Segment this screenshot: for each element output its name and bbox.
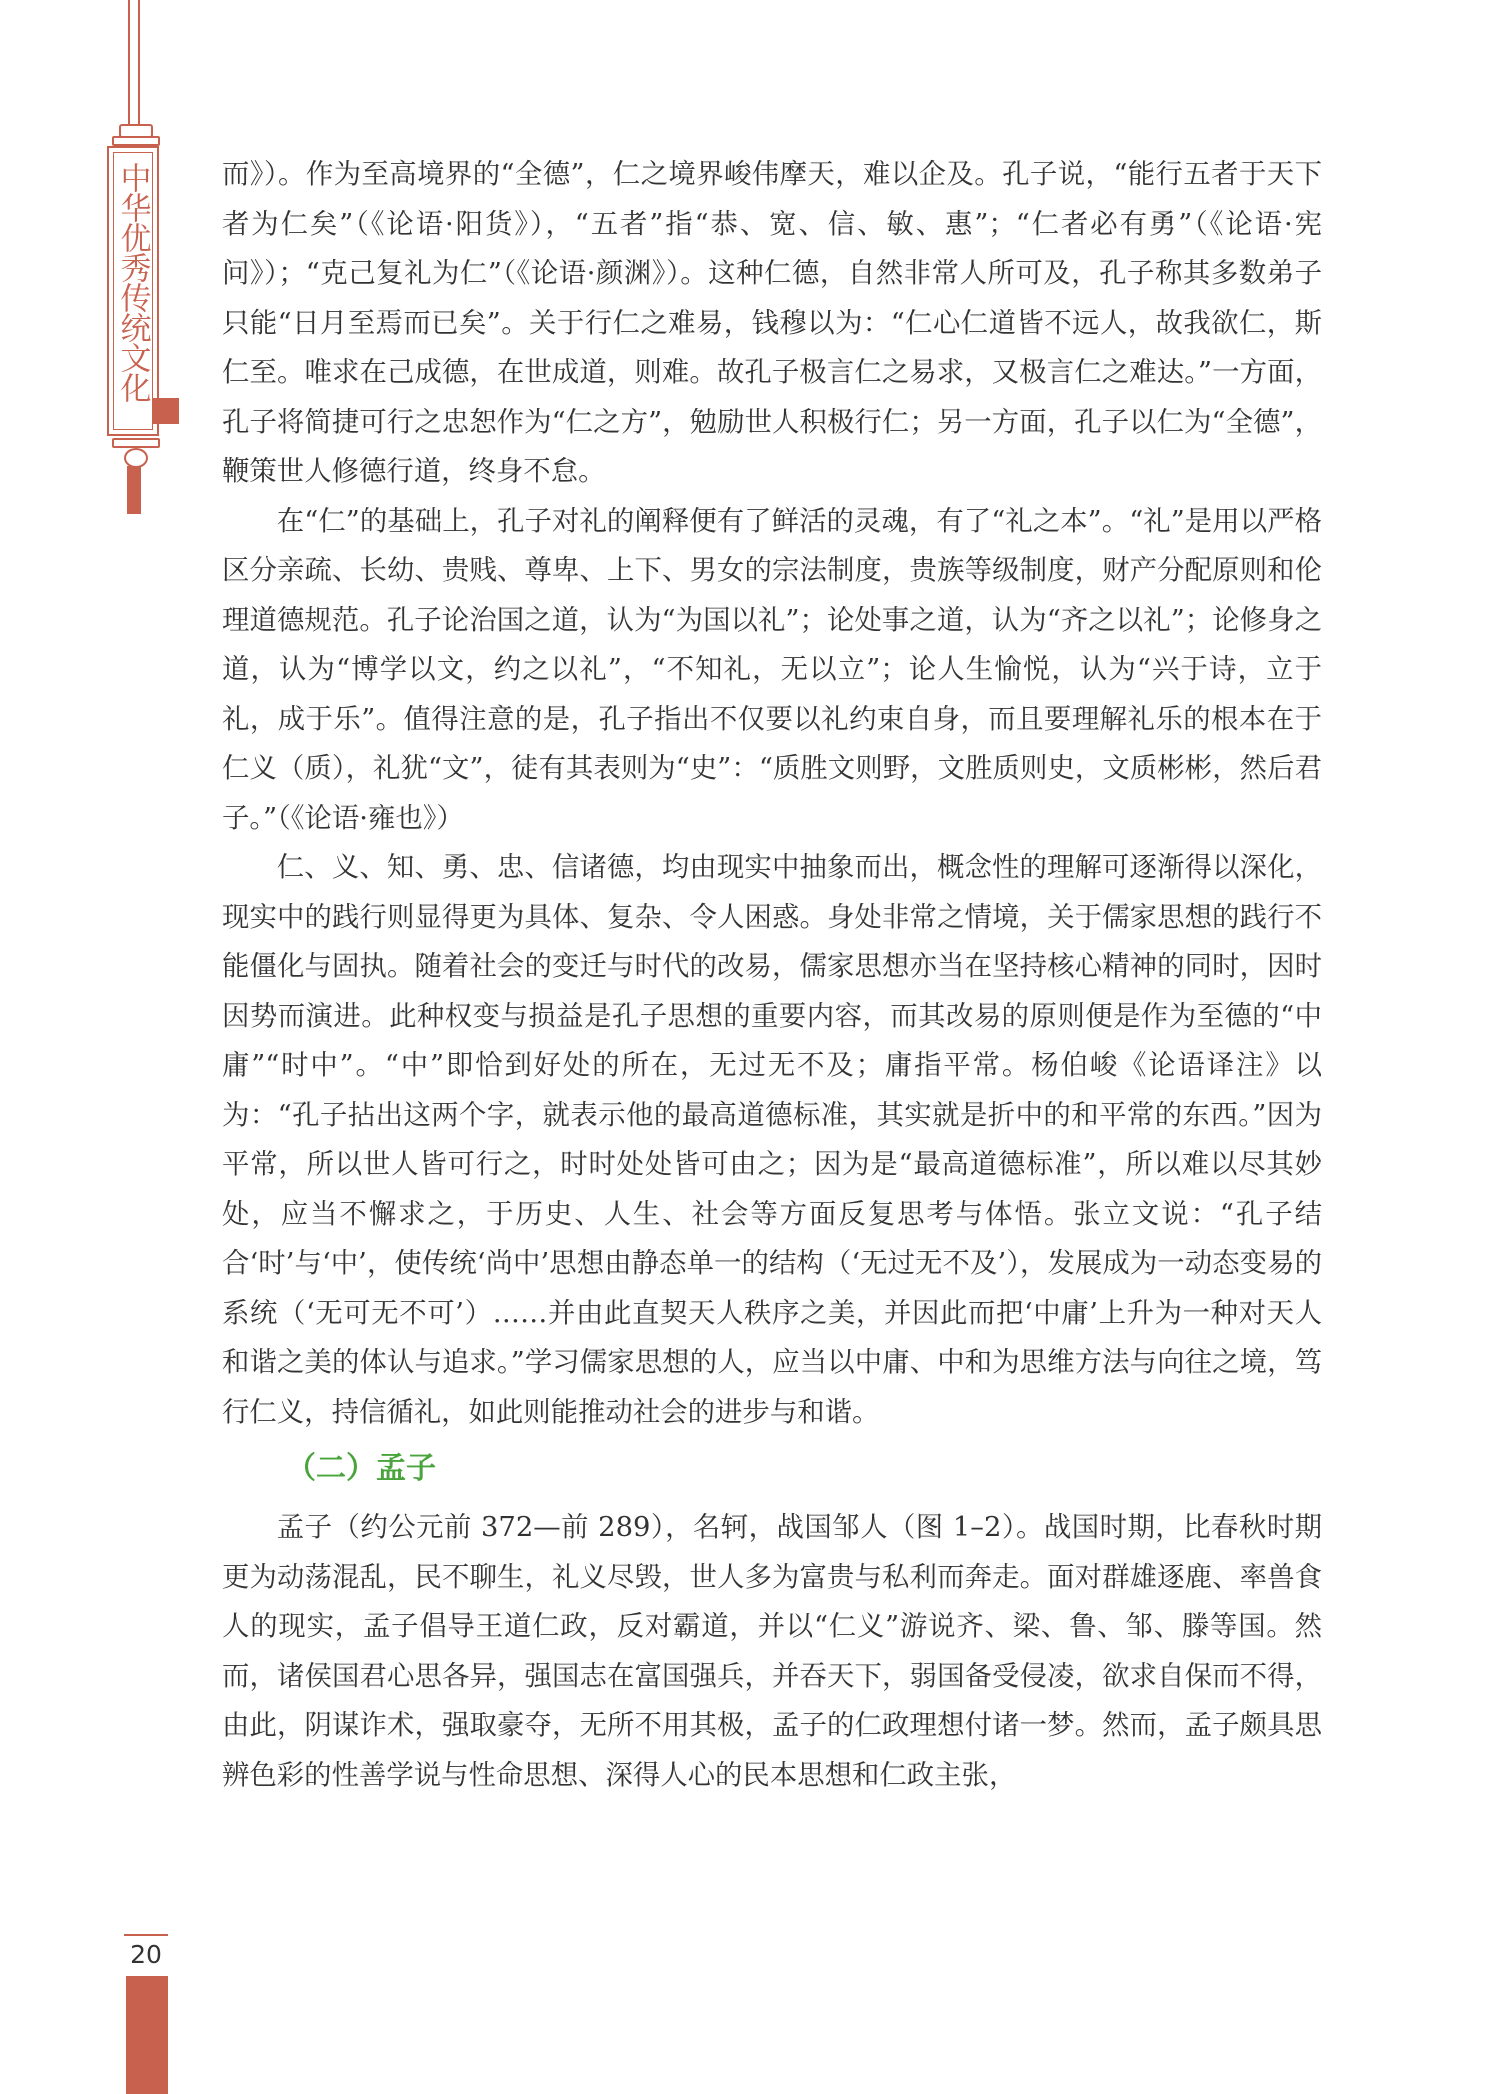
- page-number: 20: [130, 1940, 162, 1969]
- hanging-cord-decoration: [128, 0, 140, 124]
- page-edge-bar: [126, 1976, 168, 2094]
- seal-square-decoration: [153, 398, 179, 424]
- tassel-bead-decoration: [124, 448, 148, 468]
- banner-top-rod: [112, 136, 160, 146]
- banner-bottom-rod: [112, 438, 160, 448]
- paragraph: 孟子（约公元前 372—前 289），名轲，战国邹人（图 1–2）。战国时期，比春秋时期更为动荡混乱，民不聊生，礼义尽毁，世人多为富贵与私利而奔走。面对群雄逐鹿、率兽食人的现实，孟子倡导王道仁政，反对霸道，并以“仁义”游说齐、梁、鲁、邹、滕等国。然而，诸侯国君心思各异，强国志在富国强兵，并吞天下，弱国备受侵凌，欲求自保而不得，由此，阴谋诈术，强取豪夺，无所不用其极，孟子的仁政理想付诸一梦。然而，孟子颇具思辨色彩的性善学说与性命思想、深得人心的民本思想和仁政主张，: [222, 1512, 1322, 1791]
- paragraph: 在“仁”的基础上，孔子对礼的阐释便有了鲜活的灵魂，有了“礼之本”。“礼”是用以严格区分亲疏、长幼、贵贱、尊卑、上下、男女的宗法制度，贵族等级制度，财产分配原则和伦理道德规范。孔子论治国之道，认为“为国以礼”；论处事之道，认为“齐之以礼”；论修身之道，认为“博学以文，约之以礼”，“不知礼，无以立”；论人生愉悦，认为“兴于诗，立于礼，成于乐”。值得注意的是，孔子指出不仅要以礼约束自身，而且要理解礼乐的根本在于仁义（质），礼犹“文”，徒有其表则为“史”：“质胜文则野，文胜质则史，文质彬彬，然后君子。”（《论语·雍也》）: [222, 505, 1322, 834]
- paragraph-continued: 而》）。作为至高境界的“全德”，仁之境界峻伟摩天，难以企及。孔子说，“能行五者于天下者为仁矣”（《论语·阳货》），“五者”指“恭、宽、信、敏、惠”；“仁者必有勇”（《论语·宪问》）；“克己复礼为仁”（《论语·颜渊》）。这种仁德，自然非常人所可及，孔子称其多数弟子只能“日月至焉而已矣”。关于行仁之难易，钱穆以为：“仁心仁道皆不远人，故我欲仁，斯仁至。唯求在己成德，在世成道，则难。故孔子极言仁之易求，又极言仁之难达。”一方面，孔子将简捷可行之忠恕作为“仁之方”，勉励世人积极行仁；另一方面，孔子以仁为“全德”，鞭策世人修德行道，终身不怠。: [222, 159, 1322, 487]
- tassel-decoration: [127, 466, 141, 514]
- page-body: [222, 150, 1322, 1800]
- paragraph: 仁、义、知、勇、忠、信诸德，均由现实中抽象而出，概念性的理解可逐渐得以深化，现实中的践行则显得更为具体、复杂、令人困惑。身处非常之情境，关于儒家思想的践行不能僵化与固执。随着社会的变迁与时代的改易，儒家思想亦当在坚持核心精神的同时，因时因势而演进。此种权变与损益是孔子思想的重要内容，而其改易的原则便是作为至德的“中庸”“时中”。“中”即恰到好处的所在，无过无不及；庸指平常。杨伯峻《论语译注》以为：“孔子拈出这两个字，就表示他的最高道德标准，其实就是折中的和平常的东西。”因为平常，所以世人皆可行之，时时处处皆可由之；因为是“最高道德标准”，所以难以尽其妙处，应当不懈求之，于历史、人生、社会等方面反复思考与体悟。张立文说：“孔子结合‘时’与‘中’，使传统‘尚中’思想由静态单一的结构（‘无过无不及’），发展成为一动态变易的系统（‘无可无不可’）……并由此直契天人秩序之美，并因此而把‘中庸’上升为一种对天人和谐之美的体认与追求。”学习儒家思想的人，应当以中庸、中和为思维方法与向往之境，笃行仁义，持信循礼，如此则能推动社会的进步与和谐。: [222, 852, 1322, 1428]
- book-title-banner: [107, 146, 159, 436]
- page-number-rule: [124, 1934, 168, 1936]
- book-title: 中华优秀传统文化: [114, 162, 151, 402]
- section-heading: （二）孟子: [286, 1451, 436, 1486]
